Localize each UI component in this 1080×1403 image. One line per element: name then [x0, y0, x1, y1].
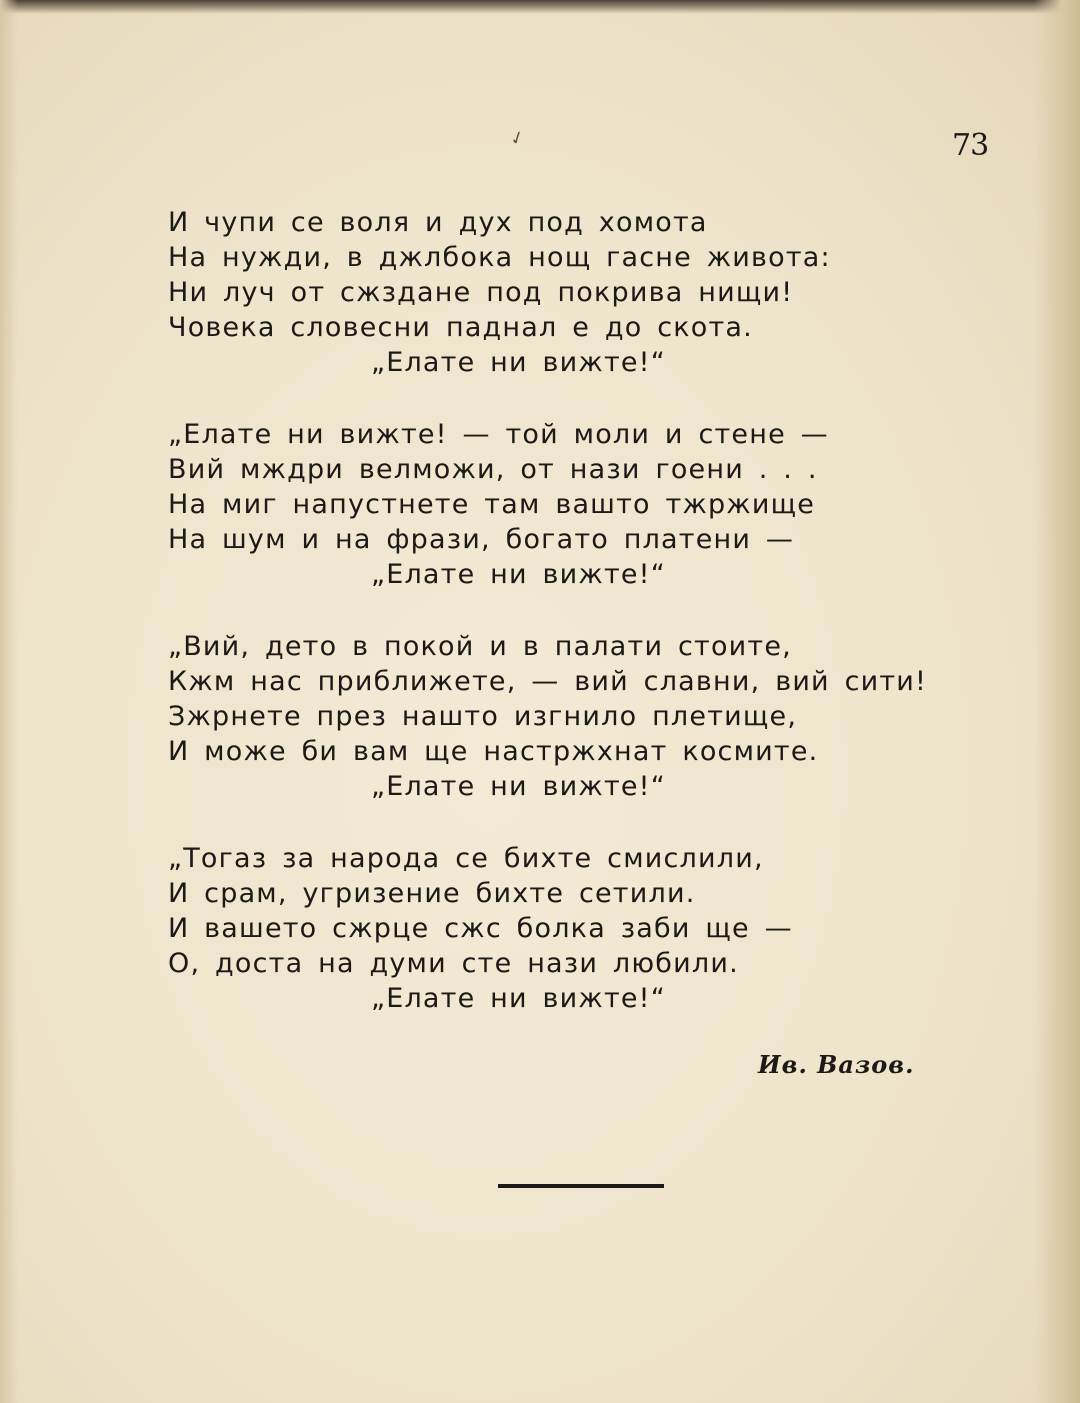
stanza-3	[168, 629, 927, 804]
poem-line: „Тогаз за народа се бихте смислили,	[168, 843, 764, 874]
poem-line: Кжм нас приближете, — вий славни, вий сити!	[168, 666, 928, 697]
poem-line: И може би вам ще настржхнат космите.	[168, 736, 819, 767]
poem-line: И чупи се воля и дух под хомота	[168, 207, 708, 238]
poem-line: О, доста на думи сте нази любили.	[168, 948, 739, 979]
poem-refrain: „Елате ни вижте!“	[371, 771, 666, 802]
page-right-edge	[1034, 0, 1080, 1403]
pencil-tick-mark: ✓	[506, 126, 529, 151]
poem-line: На миг напустнете там вашто тжржище	[168, 489, 816, 520]
poem-line: И срам, угризение бихте сетили.	[168, 878, 696, 909]
poem-line: „Вий, дето в покой и в палати стоите,	[168, 631, 792, 662]
author-signature: Ив. Вазов.	[758, 1050, 915, 1079]
end-divider-rule	[498, 1184, 664, 1188]
poem-refrain: „Елате ни вижте!“	[371, 559, 666, 590]
stanza-2	[168, 417, 927, 592]
poem-line: Вий мждри велможи, от нази гоени . . .	[168, 454, 818, 485]
page-number: 73	[952, 128, 989, 163]
page-top-shadow	[0, 0, 1080, 14]
poem-line: На шум и на фрази, богато платени —	[168, 524, 795, 555]
poem-line: Ни луч от сжздане под покрива нищи!	[168, 277, 794, 308]
stanza-1	[168, 205, 927, 380]
poem	[168, 205, 927, 1053]
poem-refrain: „Елате ни вижте!“	[371, 983, 666, 1014]
poem-refrain: „Елате ни вижте!“	[371, 347, 666, 378]
page-left-edge	[0, 0, 18, 1403]
poem-line: Човека словесни паднал е до скота.	[168, 312, 753, 343]
poem-line: На нужди, в джлбока нощ гасне живота:	[168, 242, 831, 273]
poem-line: Зжрнете през нашто изгнило плетище,	[168, 701, 798, 732]
poem-line: И вашето сжрце сжс болка заби ще —	[168, 913, 793, 944]
poem-line: „Елате ни вижте! — той моли и стене —	[168, 419, 829, 450]
stanza-4	[168, 841, 927, 1016]
